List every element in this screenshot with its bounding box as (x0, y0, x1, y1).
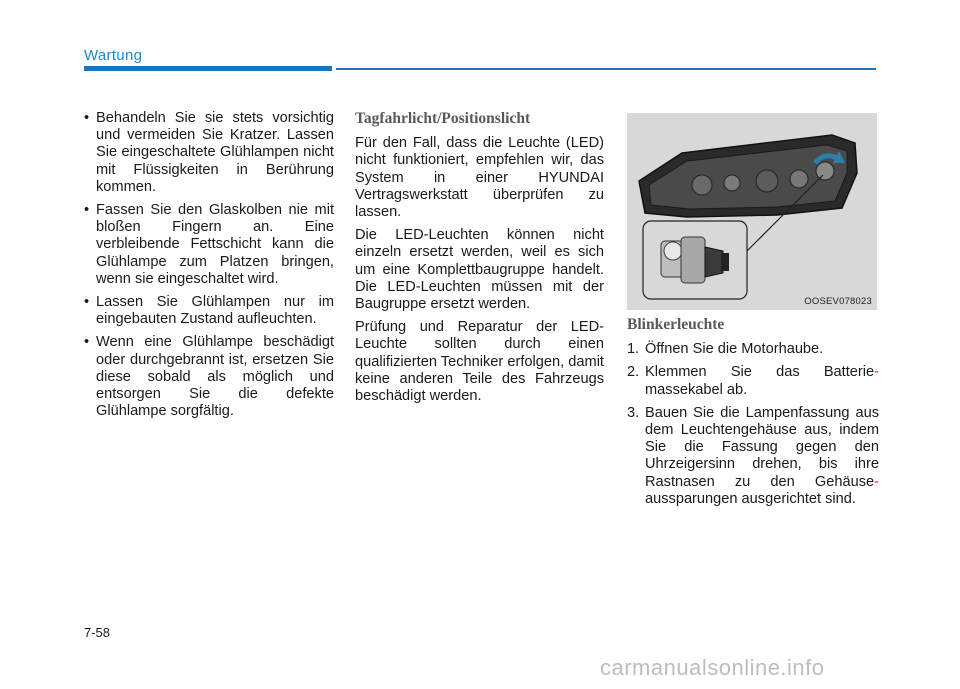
section-title: Wartung (84, 47, 143, 64)
drl-paragraph: Die LED-Leuchten können nicht einzeln ersetzt werden, weil es sich um eine Komplettbaugruppe handelt. Die LED-Leuchten müssen mit der Baugruppe ersetzt werden. (355, 227, 604, 313)
lamp-drawing (627, 113, 877, 310)
socket-3 (756, 170, 778, 192)
step-number: 1. (627, 341, 640, 358)
bullet-item: • Fassen Sie den Glaskolben nie mit bloßen Fingern an. Eine verbleibende Fettschicht kann die Glühlampe zum Platzen bringen, wenn sie eingeschaltet wird. (84, 202, 334, 288)
socket-2 (724, 175, 740, 191)
bullet-item: • Behandeln Sie sie stets vorsichtig und vermeiden Sie Kratzer. Lassen Sie eingeschaltete Glühlampen nicht mit Flüssigkeiten in Berührung kommen. (84, 110, 334, 196)
steps-list (627, 341, 879, 508)
bullet-item: • Wenn eine Glühlampe beschädigt oder durchgebrannt ist, ersetzen Sie diese sobald als möglich und entsorgen Sie die defekte Glühlampe sorgfältig. (84, 334, 334, 420)
step-text: Klemmen Sie das Batterie (645, 364, 875, 381)
watermark: carmanualsonline.info (600, 655, 825, 680)
step-item (627, 364, 879, 398)
socket-4 (790, 170, 808, 188)
header-rule-thick (84, 66, 332, 71)
hyphen-mark: - (874, 473, 879, 490)
turn-signal-heading: Blinkerleuchte (627, 316, 725, 333)
page-number: 7-58 (84, 625, 111, 640)
socket-1 (692, 175, 712, 195)
drl-paragraph: Prüfung und Reparatur der LED-Leuchte sollten durch einen qualifizierten Techniker erfolgen, damit keine anderen Teile des Fahrzeugs beschädigt werden. (355, 319, 604, 405)
step-text: massekabel ab. (645, 381, 748, 398)
column-middle (355, 110, 604, 411)
step-number: 2. (627, 364, 640, 381)
drl-paragraph: Für den Fall, dass die Leuchte (LED) nicht funktioniert, empfehlen wir, das System in einer HYUNDAI Vertragswerkstatt überprüfen zu lassen. (355, 135, 604, 221)
bullet-item: • Lassen Sie Glühlampen nur im eingebauten Zustand aufleuchten. (84, 294, 334, 328)
step-number: 3. (627, 404, 640, 421)
step-text: aussparungen ausgerichtet sind. (645, 490, 856, 507)
step-text: Öffnen Sie die Motorhaube. (645, 341, 824, 358)
column-left (84, 110, 334, 426)
bullet-list (84, 110, 334, 420)
header-rule-thin (336, 68, 876, 70)
column-right (627, 316, 879, 514)
drl-heading: Tagfahrlicht/Positionslicht (355, 110, 531, 127)
step-item (627, 405, 879, 508)
socket-target (816, 162, 834, 180)
hyphen-mark: - (874, 364, 879, 381)
step-item (627, 341, 879, 358)
figure-code: OOSEV078023 (804, 296, 872, 307)
lamp-illustration (627, 113, 877, 310)
step-text: Bauen Sie die Lampenfassung aus dem Leuchtengehäuse aus, indem Sie die Fassung gegen den Uhrzeigersinn drehen, bis ihre Rastnasen zu den Gehäuse (645, 404, 879, 490)
